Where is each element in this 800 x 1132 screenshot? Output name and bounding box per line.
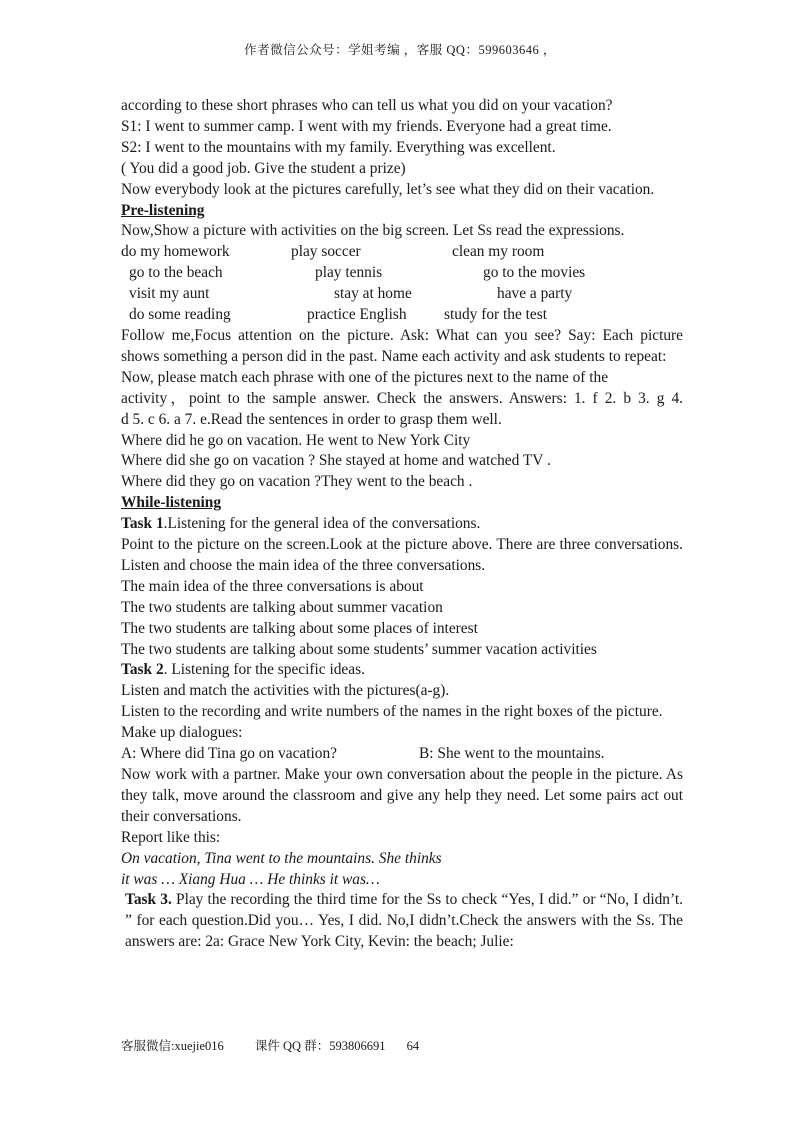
- student-answer-1: S1: I went to summer camp. I went with my friends. Everyone had a great time.: [121, 117, 612, 135]
- phrase: practice English: [307, 306, 407, 324]
- task-2-text: . Listening for the specific ideas.: [163, 661, 365, 679]
- task-1-text: .Listening for the general idea of the conversations.: [163, 515, 481, 533]
- listen-and-match: Listen and match the activities with the pictures(a-g).: [121, 682, 450, 700]
- phrase: do some reading: [129, 306, 231, 324]
- phrase: play soccer: [291, 243, 361, 261]
- intro-line: according to these short phrases who can tell us what you did on your vacation?: [121, 97, 613, 114]
- option-3: The two students are talking about some students’ summer vacation activities: [121, 640, 597, 658]
- follow-me-paragraph: Follow me,Focus attention on the picture. Ask: What can you see? Say: Each picture shows something a person did in the past. Name each activity and ask students to repeat:: [121, 326, 683, 365]
- dialogue-a: A: Where did Tina go on vacation?: [121, 745, 338, 763]
- dialogue-b: B: She went to the mountains.: [419, 745, 605, 763]
- page-number: 64: [406, 1039, 420, 1053]
- document-body: [121, 96, 683, 953]
- student-answer-2: S2: I went to the mountains with my family. Everything was excellent.: [121, 138, 556, 156]
- phrase: go to the movies: [483, 264, 586, 282]
- main-idea-prompt: The main idea of the three conversations is about: [121, 577, 424, 595]
- match-line-2: activity，point to the sample answer. Check the answers. Answers: 1. f 2. b 3. g 4.: [121, 389, 683, 407]
- phrase-row: [121, 263, 683, 284]
- page-footer: [121, 1036, 447, 1054]
- phrase: play tennis: [315, 264, 383, 282]
- show-picture-line: Now,Show a picture with activities on the big screen. Let Ss read the expressions.: [121, 222, 625, 240]
- report-example-2: it was … Xiang Hua … He thinks it was…: [121, 870, 380, 888]
- match-line-1: Now, please match each phrase with one of the pictures next to the name of the: [121, 368, 609, 386]
- while-listening-heading: While-listening: [121, 494, 222, 512]
- task-2-label: Task 2: [121, 661, 164, 679]
- pre-listening-heading: Pre-listening: [121, 201, 205, 219]
- option-1: The two students are talking about summer vacation: [121, 598, 443, 616]
- page-header: 作者微信公众号：学姐考编 ，客服 QQ：599603646 ，: [244, 43, 556, 57]
- task-3-text: Play the recording the third time for the Ss to check “Yes, I did.” or “No, I didn’t. ” for each question.Did you… Yes, I did. No,I didn’t.Check the answers with the Ss. The answers are: 2a: Grace New York City, Kevin: the beach; Julie:: [125, 891, 683, 951]
- match-line-3: d 5. c 6. a 7. e.Read the sentences in order to grasp them well.: [121, 410, 502, 428]
- phrase: study for the test: [444, 306, 548, 324]
- partner-work: Now work with a partner. Make your own conversation about the people in the picture. As they talk, move around the classroom and give any help they need. Let some pairs act out their conversations.: [121, 766, 683, 825]
- phrase: have a party: [497, 285, 573, 303]
- phrase: go to the beach: [129, 264, 223, 282]
- make-up-dialogues: Make up dialogues:: [121, 724, 243, 742]
- phrase: do my homework: [121, 243, 230, 261]
- dialogue-row: [121, 744, 683, 765]
- task-1-label: Task 1: [121, 515, 164, 533]
- task-2-line: [121, 660, 683, 681]
- footer-wechat: 客服微信:xuejie016: [121, 1039, 224, 1053]
- example-question-1: Where did he go on vacation. He went to New York City: [121, 431, 471, 449]
- task-1-line: [121, 514, 683, 535]
- example-question-3: Where did they go on vacation ?They went to the beach .: [121, 473, 473, 491]
- phrase: visit my aunt: [129, 285, 210, 303]
- phrase-row: [121, 284, 683, 305]
- task-3-label: Task 3.: [125, 891, 172, 909]
- phrase: stay at home: [334, 285, 412, 303]
- phrase-row: [121, 242, 683, 263]
- look-at-pictures: Now everybody look at the pictures carefully, let’s see what they did on their vacation.: [121, 180, 655, 198]
- footer-qq-group: 课件 QQ 群：593806691: [254, 1039, 386, 1053]
- phrase-row: [121, 305, 683, 326]
- report-like-this: Report like this:: [121, 828, 221, 846]
- point-to-picture: Point to the picture on the screen.Look at the picture above. There are three conversations. Listen and choose the main idea of the three conversations.: [121, 536, 683, 574]
- report-example-1: On vacation, Tina went to the mountains. She thinks: [121, 849, 442, 867]
- option-2: The two students are talking about some places of interest: [121, 619, 478, 637]
- prize-note: ( You did a good job. Give the student a prize): [121, 159, 406, 177]
- task-3-paragraph: [121, 890, 683, 953]
- example-question-2: Where did she go on vacation ? She stayed at home and watched TV .: [121, 452, 551, 470]
- phrase: clean my room: [452, 243, 545, 261]
- listen-to-recording: Listen to the recording and write numbers of the names in the right boxes of the picture.: [121, 703, 663, 721]
